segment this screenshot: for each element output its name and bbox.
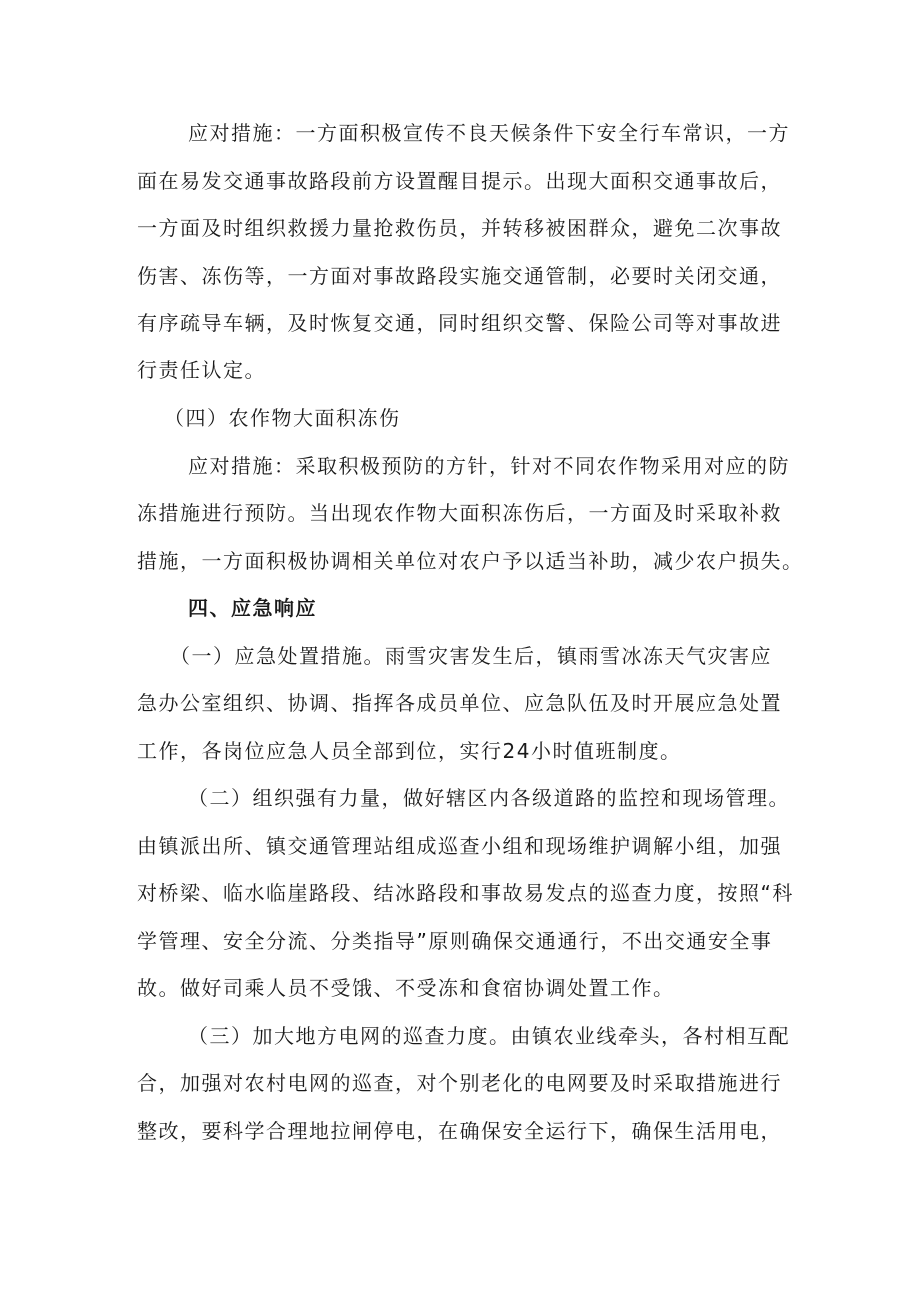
text-line-20: （三）加大地方电网的巡查力度。由镇农业线牵头，各村相互配: [188, 1024, 790, 1048]
text-line-12: （一）应急处置措施。雨雪灾害发生后，镇雨雪冰冻天气灾害应: [170, 644, 772, 668]
text-line-1: 应对措施：一方面积极宣传不良天候条件下安全行车常识，一方: [188, 121, 790, 145]
text-line-5: 有序疏导车辆，及时恢复交通，同时组织交警、保险公司等对事故进: [137, 311, 782, 335]
text-line-10: 措施，一方面积极协调相关单位对农户予以适当补助，减少农户损失。: [137, 549, 804, 573]
text-line-19: 故。做好司乘人员不受饿、不受冻和食宿协调处置工作。: [137, 976, 675, 1000]
text-line-17: 对桥梁、临水临崖路段、结冰路段和事故易发点的巡查力度，按照“科: [137, 881, 794, 905]
text-line-6: 行责任认定。: [137, 358, 266, 382]
text-line-14: 工作，各岗位应急人员全部到位，实行24小时值班制度。: [137, 739, 682, 763]
text-line-18: 学管理、安全分流、分类指导”原则确保交通通行，不出交通安全事: [137, 929, 773, 953]
text-line-22: 整改，要科学合理地拉闸停电，在确保安全运行下，确保生活用电，: [137, 1119, 782, 1143]
section-heading-4: （四）农作物大面积冻伤: [164, 406, 401, 430]
text-line-15: （二）组织强有力量，做好辖区内各级道路的监控和现场管理。: [188, 786, 790, 810]
text-line-16: 由镇派出所、镇交通管理站组成巡查小组和现场维护调解小组，加强: [137, 834, 782, 858]
text-line-2: 面在易发交通事故路段前方设置醒目提示。出现大面积交通事故后，: [137, 169, 782, 193]
text-line-8: 应对措施：采取积极预防的方针，针对不同农作物采用对应的防: [188, 454, 790, 478]
text-line-3: 一方面及时组织救援力量抢救伤员，并转移被困群众，避免二次事故: [137, 216, 782, 240]
chapter-heading: 四、应急响应: [188, 596, 317, 620]
text-line-21: 合，加强对农村电网的巡查，对个别老化的电网要及时采取措施进行: [137, 1071, 782, 1095]
text-line-9: 冻措施进行预防。当出现农作物大面积冻伤后，一方面及时采取补救: [137, 501, 782, 525]
text-line-13: 急办公室组织、协调、指挥各成员单位、应急队伍及时开展应急处置: [137, 691, 782, 715]
text-line-4: 伤害、冻伤等，一方面对事故路段实施交通管制，必要时关闭交通，: [137, 264, 782, 288]
